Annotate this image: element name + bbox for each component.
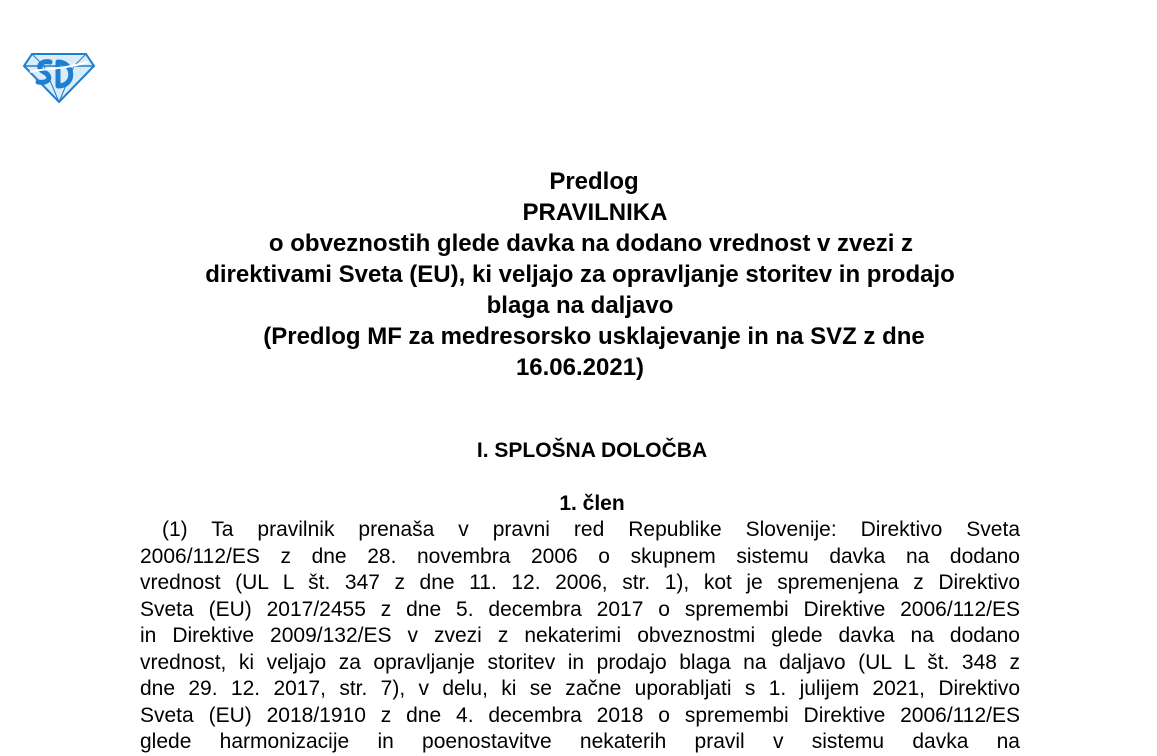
paragraph-line: vrednost, ki veljajo za opravljanje storitev in prodajo blaga na daljavo (UL L št. 348 z — [140, 650, 1020, 674]
article-heading-text: 1. člen — [559, 492, 625, 515]
title-line-date: 16.06.2021) — [515, 354, 645, 381]
title-line-3: o obveznostih glede davka na dodano vrednost v zvezi z — [268, 230, 914, 257]
paragraph-line: Sveta (EU) 2017/2455 z dne 5. decembra 2017 o spremembi Direktive 2006/112/ES — [140, 597, 1020, 621]
paragraph-line: Sveta (EU) 2018/1910 z dne 4. decembra 2018 o spremembi Direktive 2006/112/ES — [140, 703, 1020, 727]
paragraph-line: (1) Ta pravilnik prenaša v pravni red Republike Slovenije: Direktivo Sveta — [162, 518, 1020, 541]
paragraph-line: dne 29. 12. 2017, str. 7), v delu, ki se začne uporabljati s 1. julijem 2021, Direktivo — [140, 677, 1020, 700]
article-heading — [140, 490, 1020, 518]
section-heading — [140, 437, 1020, 465]
title-line-predlog: Predlog — [549, 168, 639, 195]
paragraph-line: vrednost (UL L št. 347 z dne 11. 12. 2006, str. 1), kot je spremenjena z Direktivo — [140, 571, 1020, 594]
title-line-pravilnika: PRAVILNIKA — [522, 199, 668, 226]
article-paragraph — [140, 517, 1020, 756]
paragraph-line: glede harmonizacije in poenostavitve nekaterih pravil v sistemu davka na — [140, 730, 1020, 753]
title-line-5: blaga na daljavo — [486, 292, 674, 319]
title-line-6: (Predlog MF za medresorsko usklajevanje in na SVZ z dne — [263, 323, 925, 350]
section-heading-text: I. SPLOŠNA DOLOČBA — [476, 439, 708, 462]
title-line-4: direktivami Sveta (EU), ki veljajo za opravljanje storitev in prodajo — [205, 261, 955, 288]
sd-diamond-logo-icon — [22, 48, 96, 104]
document-title — [140, 166, 1020, 383]
paragraph-line: in Direktive 2009/132/ES v zvezi z nekaterimi obveznostmi glede davka na dodano — [140, 624, 1020, 647]
paragraph-line: 2006/112/ES z dne 28. novembra 2006 o skupnem sistemu davka na dodano — [140, 544, 1020, 568]
